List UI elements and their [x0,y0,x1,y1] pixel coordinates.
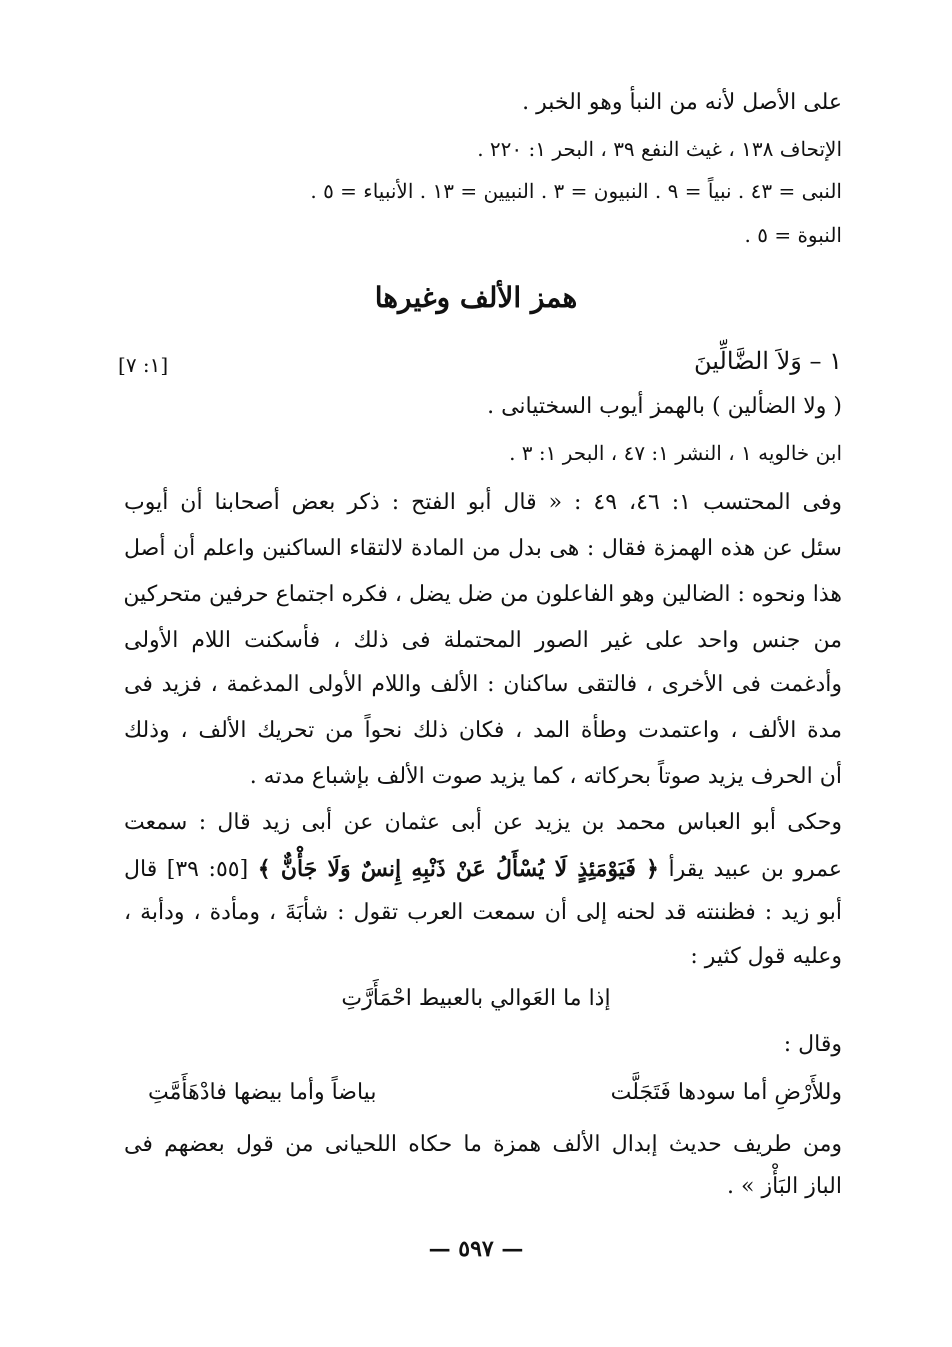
paragraph-line: مدة الألف ، واعتمدت وطأة المد ، فكان ذلك نحواً من تحريك الألف ، وذلك [124,718,842,743]
paragraph-line: وحكى أبو العباس محمد بن يزيد عن أبى عثمان عن أبى زيد قال : سمعت [124,810,842,835]
poem-verse: إذا ما العَوالي بالعبيط احْمَأَرَّتِ [341,986,611,1011]
paragraph-line: الباز البَأْز » . [727,1174,842,1199]
sources-line: ابن خالويه ١ ، النشر ١: ٤٧ ، البحر ١: ٣ . [509,441,842,465]
quran-reference: [٥٥: ٣٩] [166,857,249,882]
poem-second-hemistich: بياضاً وأما بيضها فادْهَأَمَّتِ [148,1080,377,1105]
section-heading: همز الألف وغيرها [374,281,578,314]
paragraph-line: ومن طريف حديث إبدال الألف همزة ما حكاه اللحيانى من قول بعضهم فى [124,1132,842,1157]
verse-reference: [١: ٧] [118,353,169,377]
reading-line: ( ولا الضألين ) بالهمز أيوب السختيانى . [487,394,842,419]
paragraph-line: وفى المحتسب ١: ٤٦، ٤٩ : « قال أبو الفتح : ذكر بعض أصحابنا أن أيوب [124,490,843,515]
paragraph-line: أبو زيد : فظننته قد لحنه إلى أن سمعت العرب تقول : شأبَةَ ، ومأدة ، ودأبة ، [124,900,842,925]
paragraph-line: وأدغمت فى الأخرى ، فالتقى ساكنان : الألف واللام الأولى المدغمة ، فزيد فى [124,672,842,697]
poem-first-hemistich: وللأَرْضِ أما سودها فَتَجَلَّت [610,1080,842,1105]
paragraph-line: سئل عن هذه الهمزة فقال : هى بدل من المادة لالتقاء الساكنين واعلم أن أصل [124,536,842,561]
quran-quote: ﴿ فَيَوْمَئِذٍ لَا يُسْأَلُ عَنْ ذَنْبِهِ إِنسٌ وَلَا جَأْنٌّ ﴾ [257,856,659,882]
intro-counts-line: النبى = ٤٣ . نبياً = ٩ . النبيون = ٣ . النبيين = ١٣ . الأنبياء = ٥ . [310,179,842,203]
paragraph-line: من جنس واحد على غير الصور المحتملة فى ذلك ، فأسكنت اللام الأولى [124,628,842,653]
paragraph-text: قال [124,857,158,882]
wa-qala-line: وقال : [783,1032,842,1057]
paragraph-line: أن الحرف يزيد صوتاً بحركاته ، كما يزيد صوت الألف بإشباع مدته . [249,764,842,789]
intro-counts-line: النبوة = ٥ . [744,223,842,247]
intro-line: على الأصل لأنه من النبأ وهو الخبر . [522,90,842,115]
paragraph-line: وعليه قول كثير : [690,944,842,969]
page-number: — ٥٩٧ — [428,1236,524,1262]
paragraph-text: عمرو بن عبيد يقرأ [668,857,843,882]
paragraph-line-with-quran [124,854,842,885]
intro-sources-line: الإتحاف ١٣٨ ، غيث النفع ٣٩ ، البحر ١: ٢٢٠ . [477,137,842,161]
paragraph-line: هذا ونحوه : الضالين وهو الفاعلون من ضل يضل ، فكره اجتماع حرفين متحركين [123,582,842,607]
verse-entry: ١ – وَلاَ الضَّالِّينَ [694,347,842,375]
